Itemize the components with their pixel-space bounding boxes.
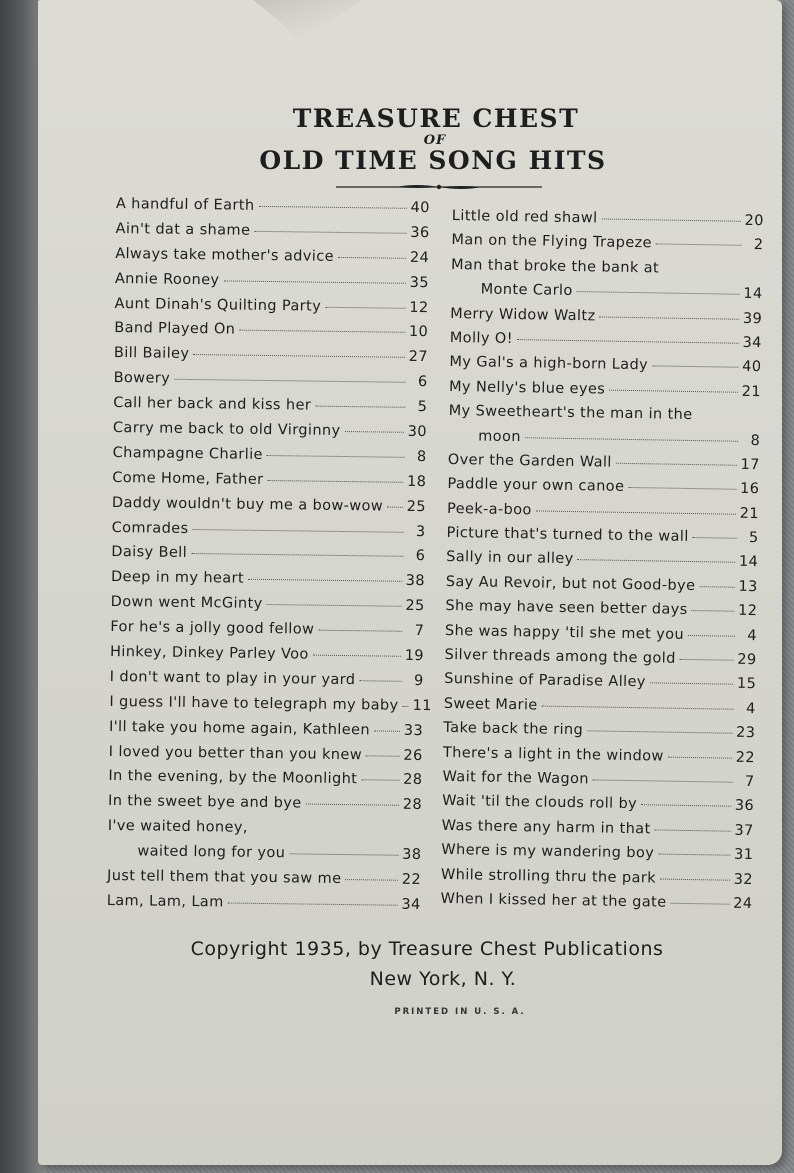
dot-leader (192, 529, 403, 533)
song-title: Bowery (113, 370, 171, 387)
song-title: She may have seen better days (445, 598, 688, 619)
song-page-number: 17 (740, 456, 760, 474)
song-page-number: 8 (750, 432, 761, 449)
dot-leader (663, 269, 741, 270)
dot-leader (525, 437, 738, 442)
dot-leader (248, 579, 402, 582)
dot-leader (658, 854, 730, 856)
song-page-number: 28 (402, 797, 423, 814)
dot-leader (578, 560, 735, 564)
song-page-number: 36 (410, 224, 430, 241)
song-page-number: 26 (403, 747, 423, 764)
song-page-number: 38 (405, 573, 426, 590)
dot-leader (223, 280, 405, 283)
song-title: Wait for the Wagon (442, 768, 590, 788)
song-title: Man that broke the bank at (450, 256, 660, 277)
song-title: Silver threads among the gold (444, 646, 676, 667)
song-title: Hinkey, Dinkey Parley Voo (109, 643, 309, 663)
dot-leader (656, 244, 742, 246)
dot-leader (338, 257, 406, 259)
printed-in-usa: PRINTED IN U. S. A. (394, 1007, 526, 1017)
song-page-number: 34 (401, 896, 421, 913)
song-page-number: 4 (747, 627, 758, 644)
song-page-number: 5 (748, 530, 759, 547)
song-title: Sweet Marie (443, 695, 538, 714)
dot-leader (668, 756, 732, 758)
song-title: Wait 'til the clouds roll by (442, 793, 638, 813)
song-page-number: 2 (753, 237, 764, 254)
dot-leader (609, 389, 738, 392)
song-page-number: 24 (409, 249, 430, 266)
dot-leader (641, 805, 731, 807)
dot-leader (191, 553, 403, 557)
dot-leader (652, 366, 738, 368)
page-title-line1: TREASURE CHEST (292, 104, 580, 133)
song-title: Ain't dat a shame (115, 220, 251, 239)
dot-leader (318, 630, 402, 632)
dot-leader (693, 537, 737, 539)
song-title: Daisy Bell (111, 544, 188, 562)
song-title: Lam, Lam, Lam (106, 892, 224, 911)
song-title: Always take mother's advice (115, 245, 335, 265)
song-page-number: 9 (413, 672, 424, 689)
dot-leader (600, 316, 739, 319)
dot-leader (692, 610, 734, 612)
song-page-number: 27 (408, 349, 429, 366)
song-page-number: 18 (406, 473, 427, 490)
song-title: Come Home, Father (112, 469, 264, 488)
dot-leader (239, 330, 405, 333)
song-title: Carry me back to old Virginny (112, 419, 341, 439)
page-title-of: OF (423, 133, 447, 148)
song-page-number: 12 (737, 603, 758, 620)
song-page-number: 14 (738, 554, 759, 571)
song-page-number: 32 (733, 871, 754, 888)
song-page-number: 24 (733, 895, 753, 913)
song-page-number: 15 (736, 676, 757, 693)
song-page-number: 38 (402, 846, 422, 864)
song-title: Over the Garden Wall (447, 451, 612, 471)
dot-leader (174, 379, 405, 383)
song-title: I guess I'll have to telegraph my baby (109, 693, 399, 714)
dot-leader (628, 487, 736, 490)
song-title: Say Au Revoir, but not Good-bye (445, 573, 696, 594)
song-page-number: 22 (401, 871, 422, 889)
song-title: She was happy 'til she met you (444, 622, 685, 643)
song-page-number: 10 (408, 324, 429, 341)
song-title: My Sweetheart's the man in the (448, 403, 693, 424)
dot-leader (361, 780, 399, 781)
song-title: Annie Rooney (114, 270, 220, 289)
song-title: In the sweet bye and bye (107, 793, 302, 812)
song-title: Daddy wouldn't buy me a bow-wow (111, 494, 384, 515)
song-page-number: 21 (741, 383, 762, 400)
song-title: Man on the Flying Trapeze (451, 232, 653, 252)
dot-leader (254, 231, 406, 234)
song-page-number: 13 (738, 578, 758, 595)
song-page-number: 23 (735, 724, 756, 742)
dot-leader (366, 755, 399, 756)
song-title: For he's a jolly good fellow (110, 619, 315, 638)
dot-leader (252, 829, 400, 831)
song-title: Just tell them that you saw me (106, 867, 342, 888)
dot-leader (193, 354, 404, 358)
dot-leader (697, 416, 739, 417)
song-title: I loved you better than you knew (108, 743, 363, 763)
dot-leader (228, 902, 398, 905)
song-page-number: 5 (417, 399, 428, 416)
song-title: My Gal's a high-born Lady (449, 354, 649, 374)
song-title: waited long for you (137, 843, 286, 862)
dot-leader (374, 730, 400, 731)
song-title: Call her back and kiss her (113, 395, 312, 414)
song-page-number: 40 (410, 199, 430, 217)
dot-leader (345, 879, 397, 881)
dot-leader (587, 731, 732, 734)
song-title: Picture that's turned to the wall (446, 525, 689, 546)
song-page-number: 37 (734, 822, 754, 839)
song-title: Sally in our alley (446, 549, 574, 568)
dot-leader (650, 683, 733, 685)
song-page-number: 3 (415, 523, 426, 540)
song-title: Band Played On (114, 320, 236, 339)
song-page-number: 20 (744, 212, 764, 230)
song-title: Molly O! (449, 329, 514, 347)
song-page-number: 4 (745, 700, 756, 717)
song-page-number: 35 (409, 274, 429, 291)
dot-leader (267, 604, 402, 607)
song-title: Bill Bailey (113, 345, 190, 363)
songbook-page (38, 0, 782, 1165)
song-page-number: 25 (406, 498, 427, 515)
song-title: A handful of Earth (115, 196, 255, 214)
song-title: Little old red shawl (451, 208, 598, 227)
dot-leader (313, 655, 401, 657)
song-page-number: 14 (743, 286, 763, 303)
song-page-number: 19 (404, 647, 425, 665)
song-page-number: 28 (403, 772, 423, 789)
song-index-right-column (440, 208, 764, 920)
song-page-number: 31 (733, 846, 754, 864)
song-page-number: 7 (414, 623, 425, 640)
song-page-number: 21 (739, 505, 760, 522)
song-title: I've waited honey, (107, 818, 248, 837)
dot-leader (315, 406, 405, 408)
dot-leader (359, 680, 401, 682)
dot-leader (517, 339, 739, 344)
song-title: Aunt Dinah's Quilting Party (114, 295, 322, 315)
song-page-number: 39 (742, 310, 763, 327)
song-title: Sunshine of Paradise Alley (444, 671, 646, 691)
torn-corner (253, 0, 363, 40)
dot-leader (680, 659, 734, 661)
dot-leader (593, 779, 733, 782)
song-title: Merry Widow Waltz (450, 305, 596, 324)
song-title: Where is my wandering boy (441, 842, 655, 862)
page-title-line2: OLD TIME SONG HITS (259, 146, 607, 175)
song-title: Was there any harm in that (441, 817, 651, 838)
song-page-number: 22 (735, 749, 756, 766)
song-page-number: 12 (409, 299, 429, 316)
song-title: There's a light in the window (442, 744, 664, 765)
song-title: Take back the ring (443, 720, 584, 739)
song-title: Paddle your own canoe (447, 476, 625, 496)
dot-leader (616, 463, 737, 466)
song-entry (440, 891, 752, 921)
song-page-number: 6 (417, 374, 428, 391)
song-title: When I kissed her at the gate (440, 890, 667, 911)
song-title: Comrades (111, 519, 189, 537)
song-title: I don't want to play in your yard (109, 668, 356, 689)
song-page-number: 25 (405, 598, 425, 615)
song-page-number: 33 (403, 722, 424, 739)
song-page-number: 29 (737, 651, 757, 669)
dot-leader (345, 431, 404, 433)
song-title: Deep in my heart (110, 569, 245, 588)
dot-leader (289, 853, 398, 855)
song-title: Champagne Charlie (112, 444, 264, 463)
song-page-number: 6 (415, 548, 426, 565)
dot-leader (655, 829, 731, 831)
dot-leader (306, 804, 399, 806)
song-entry (107, 893, 421, 922)
song-title: Down went McGinty (110, 594, 263, 613)
song-title: Peek-a-boo (446, 500, 532, 519)
song-title: My Nelly's blue eyes (448, 378, 606, 398)
song-title: While strolling thru the park (440, 866, 657, 887)
title-ornament-rule (336, 182, 542, 192)
dot-leader (387, 506, 403, 507)
song-page-number: 11 (412, 697, 432, 714)
song-page-number: 30 (407, 423, 428, 441)
song-title: Monte Carlo (480, 281, 573, 300)
dot-leader (267, 455, 405, 458)
dot-leader (670, 903, 729, 905)
song-page-number: 16 (739, 481, 760, 498)
dot-leader (542, 705, 734, 709)
song-page-number: 34 (742, 334, 762, 352)
song-page-number: 40 (742, 359, 762, 376)
dot-leader (267, 480, 403, 483)
dot-leader (536, 510, 736, 514)
song-title: moon (478, 427, 522, 445)
dot-leader (325, 306, 405, 308)
dot-leader (258, 206, 406, 209)
dot-leader (688, 635, 735, 637)
song-page-number: 7 (744, 773, 755, 791)
dot-leader (660, 878, 730, 880)
publisher-location: New York, N. Y. (369, 968, 517, 990)
dot-leader (577, 291, 740, 295)
song-title: I'll take you home again, Kathleen (108, 718, 371, 739)
dot-leader (403, 706, 409, 707)
song-index-left-column (107, 196, 430, 922)
song-title: In the evening, by the Moonlight (108, 768, 358, 788)
copyright-line: Copyright 1935, by Treasure Chest Publications (190, 938, 664, 960)
dot-leader (601, 218, 740, 221)
song-page-number: 8 (416, 448, 427, 465)
dot-leader (699, 586, 734, 588)
song-page-number: 36 (734, 798, 755, 815)
